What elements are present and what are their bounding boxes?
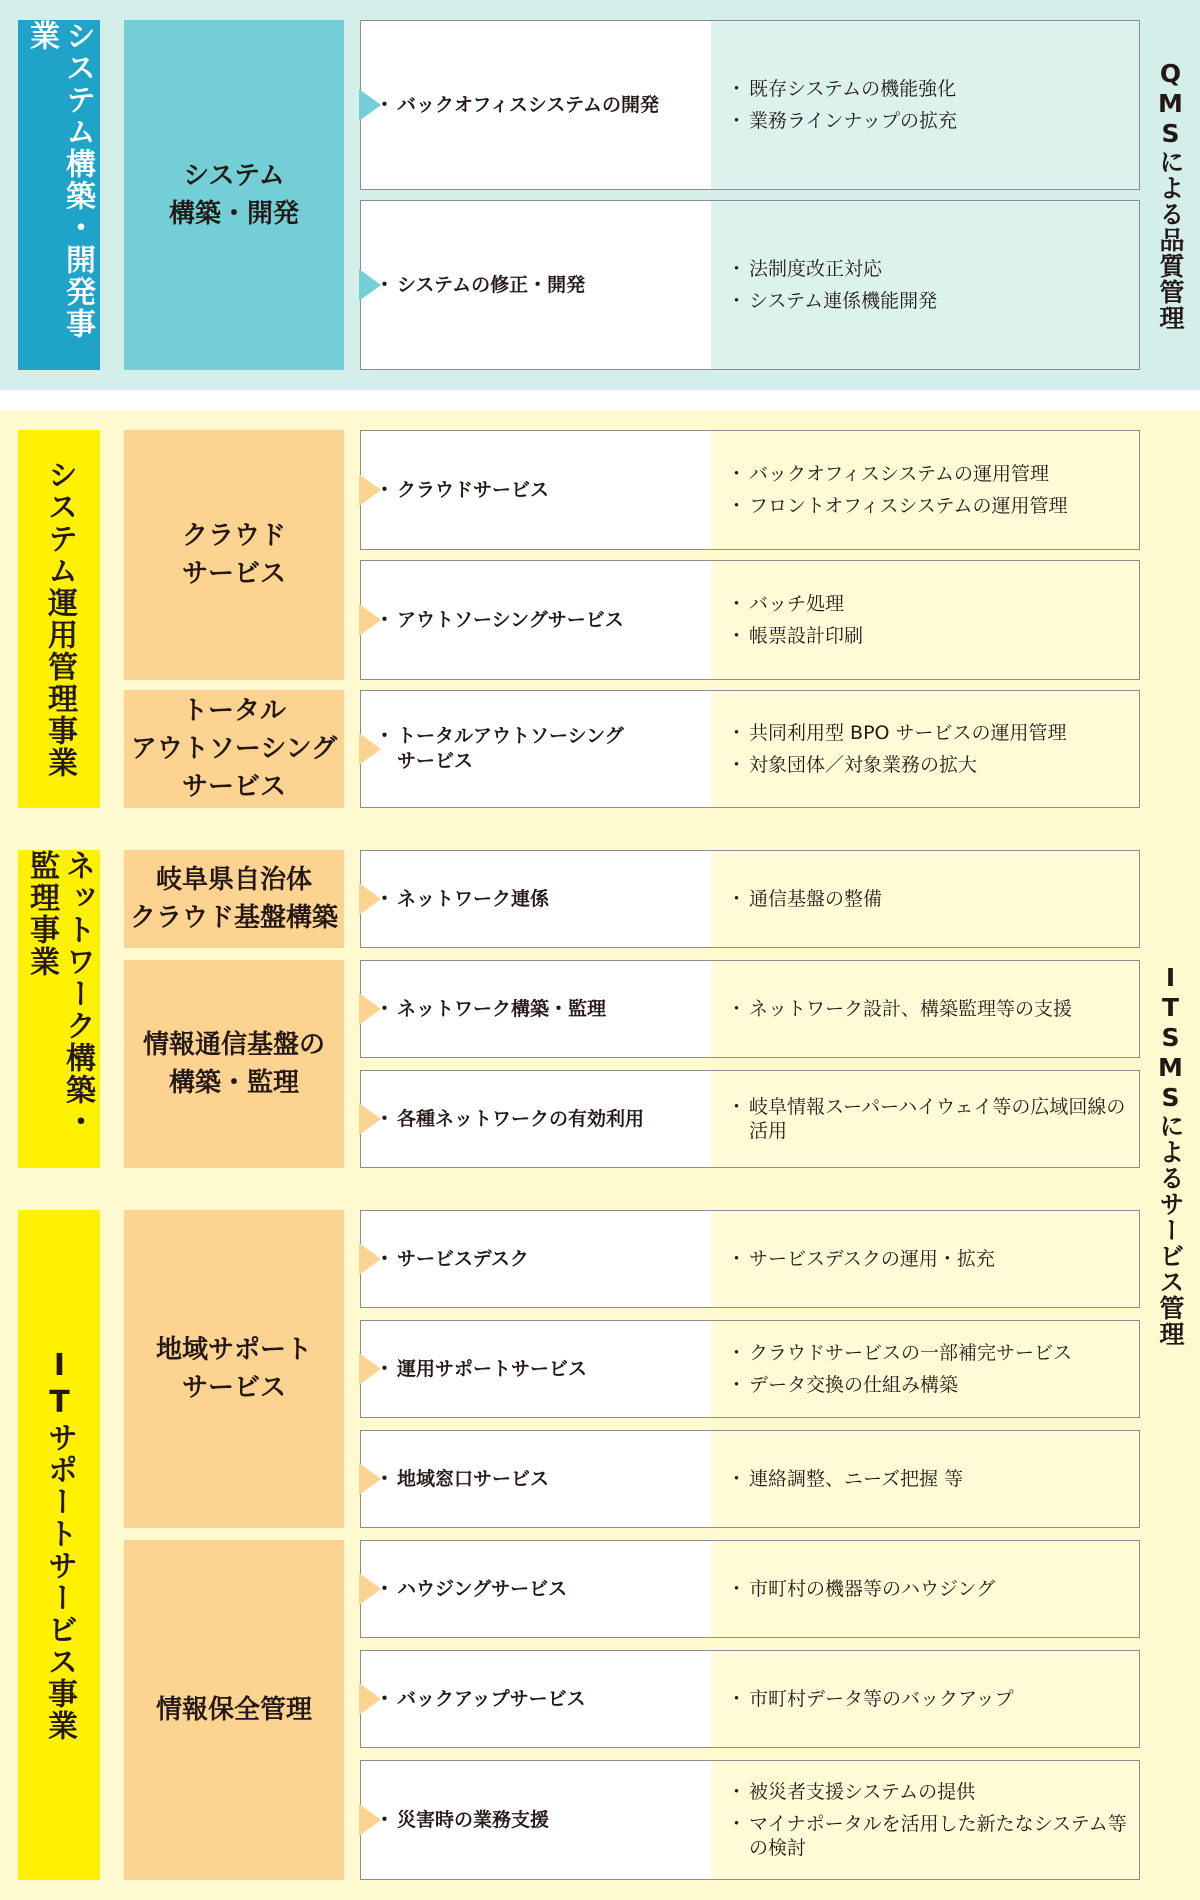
- qms-management-label: [1150, 20, 1190, 370]
- service-row: [360, 960, 1140, 1058]
- service-cell: [361, 431, 711, 549]
- service-cell: [361, 691, 711, 807]
- detail-item: ・ 被災者支援システムの提供: [731, 1780, 1129, 1804]
- service-row: [360, 1540, 1140, 1638]
- category-gifu-cloud: [124, 850, 344, 948]
- detail-item: ・ マイナポータルを活用した新たなシステム等の検討: [731, 1812, 1129, 1860]
- detail-item: ・ 業務ラインナップの拡充: [731, 109, 1129, 133]
- management-label: QMSによる品質管理: [1156, 59, 1185, 331]
- service-row: [360, 1650, 1140, 1748]
- service-cell: [361, 1651, 711, 1747]
- service-row: [360, 1760, 1140, 1880]
- category-cloud-service: [124, 430, 344, 680]
- service-label: ・ 災害時の業務支援: [379, 1808, 549, 1833]
- detail-cell: [711, 431, 1139, 549]
- service-row: [360, 1070, 1140, 1168]
- detail-item: ・ 市町村データ等のバックアップ: [731, 1687, 1129, 1711]
- category-network-infrastructure: [124, 960, 344, 1168]
- itsms-management-label: [1150, 430, 1190, 1880]
- category-label: トータル アウトソーシング サービス: [130, 696, 338, 802]
- service-cell: [361, 561, 711, 679]
- service-cell: [361, 961, 711, 1057]
- service-label: ・ システムの修正・開発: [379, 273, 585, 298]
- business-label: ネットワーク構築・監理事業: [24, 850, 95, 1138]
- detail-item: ・ 帳票設計印刷: [731, 624, 1129, 648]
- business-label: システム構築・開発事業: [24, 20, 95, 340]
- business-label: ITサポートサービス事業: [42, 1348, 77, 1742]
- service-label: ・ ハウジングサービス: [379, 1577, 567, 1602]
- detail-cell: [711, 1541, 1139, 1637]
- service-row: [360, 850, 1140, 948]
- business-network: [18, 850, 100, 1168]
- service-label: ・ バックアップサービス: [379, 1687, 586, 1712]
- category-label: クラウド サービス: [181, 521, 286, 589]
- service-cell: [361, 1071, 711, 1167]
- detail-item: ・ 岐阜情報スーパーハイウェイ等の広域回線の活用: [731, 1095, 1129, 1143]
- detail-item: ・ 既存システムの機能強化: [731, 77, 1129, 101]
- detail-item: ・ 法制度改正対応: [731, 257, 1129, 281]
- category-label: 情報保全管理: [155, 1695, 312, 1725]
- detail-cell: [711, 1211, 1139, 1307]
- category-label: 岐阜県自治体 クラウド基盤構築: [129, 865, 338, 933]
- category-system-development: [124, 20, 344, 370]
- detail-item: ・ バッチ処理: [731, 592, 1129, 616]
- service-label: ・ トータルアウトソーシング サービス: [379, 724, 624, 774]
- service-row: [360, 690, 1140, 808]
- detail-cell: [711, 1651, 1139, 1747]
- detail-item: ・ 共同利用型 BPO サービスの運用管理: [731, 721, 1129, 745]
- detail-cell: [711, 691, 1139, 807]
- detail-cell: [711, 851, 1139, 947]
- detail-item: ・ サービスデスクの運用・拡充: [731, 1247, 1129, 1271]
- detail-cell: [711, 1761, 1139, 1879]
- service-row: [360, 200, 1140, 370]
- detail-cell: [711, 1071, 1139, 1167]
- service-cell: [361, 1211, 711, 1307]
- detail-item: ・ 連絡調整、ニーズ把握 等: [731, 1467, 1129, 1491]
- service-row: [360, 1430, 1140, 1528]
- category-regional-support: [124, 1210, 344, 1528]
- service-label: ・ ネットワーク連係: [379, 887, 549, 912]
- service-row: [360, 1210, 1140, 1308]
- service-cell: [361, 1431, 711, 1527]
- detail-item: ・ フロントオフィスシステムの運用管理: [731, 494, 1129, 518]
- detail-item: ・ 市町村の機器等のハウジング: [731, 1577, 1129, 1601]
- service-label: ・ サービスデスク: [379, 1247, 529, 1272]
- business-it-support: [18, 1210, 100, 1880]
- service-label: ・ ネットワーク構築・監理: [379, 997, 606, 1022]
- detail-item: ・ システム連係機能開発: [731, 289, 1129, 313]
- service-label: ・ 地域窓口サービス: [379, 1467, 549, 1492]
- service-cell: [361, 1541, 711, 1637]
- service-label: ・ バックオフィスシステムの開発: [379, 93, 659, 118]
- business-system-development: [18, 20, 100, 370]
- service-cell: [361, 851, 711, 947]
- detail-item: ・ ネットワーク設計、構築監理等の支援: [731, 997, 1129, 1021]
- detail-cell: [711, 201, 1139, 369]
- business-system-operation: [18, 430, 100, 808]
- detail-item: ・ 通信基盤の整備: [731, 887, 1129, 911]
- category-total-outsourcing: [124, 690, 344, 808]
- service-cell: [361, 1321, 711, 1417]
- service-label: ・ 運用サポートサービス: [379, 1357, 587, 1382]
- detail-item: ・ 対象団体／対象業務の拡大: [731, 753, 1129, 777]
- detail-cell: [711, 1321, 1139, 1417]
- category-label: 地域サポート サービス: [155, 1335, 312, 1403]
- service-row: [360, 1320, 1140, 1418]
- service-label: ・ クラウドサービス: [379, 478, 549, 503]
- business-label: システム運用管理事業: [42, 459, 77, 779]
- category-label: 情報通信基盤の 構築・監理: [142, 1030, 325, 1098]
- detail-item: ・ バックオフィスシステムの運用管理: [731, 462, 1129, 486]
- service-row: [360, 20, 1140, 190]
- service-label: ・ 各種ネットワークの有効利用: [379, 1107, 644, 1132]
- detail-cell: [711, 21, 1139, 189]
- category-label: システム 構築・開発: [168, 161, 299, 229]
- detail-cell: [711, 961, 1139, 1057]
- service-cell: [361, 201, 711, 369]
- service-cell: [361, 21, 711, 189]
- detail-cell: [711, 561, 1139, 679]
- service-label: ・ アウトソーシングサービス: [379, 608, 624, 633]
- management-label: ITSMSによるサービス管理: [1156, 963, 1185, 1347]
- service-row: [360, 560, 1140, 680]
- service-row: [360, 430, 1140, 550]
- service-cell: [361, 1761, 711, 1879]
- category-information-preservation: [124, 1540, 344, 1880]
- detail-item: ・ クラウドサービスの一部補完サービス: [731, 1341, 1129, 1365]
- detail-item: ・ データ交換の仕組み構築: [731, 1373, 1129, 1397]
- detail-cell: [711, 1431, 1139, 1527]
